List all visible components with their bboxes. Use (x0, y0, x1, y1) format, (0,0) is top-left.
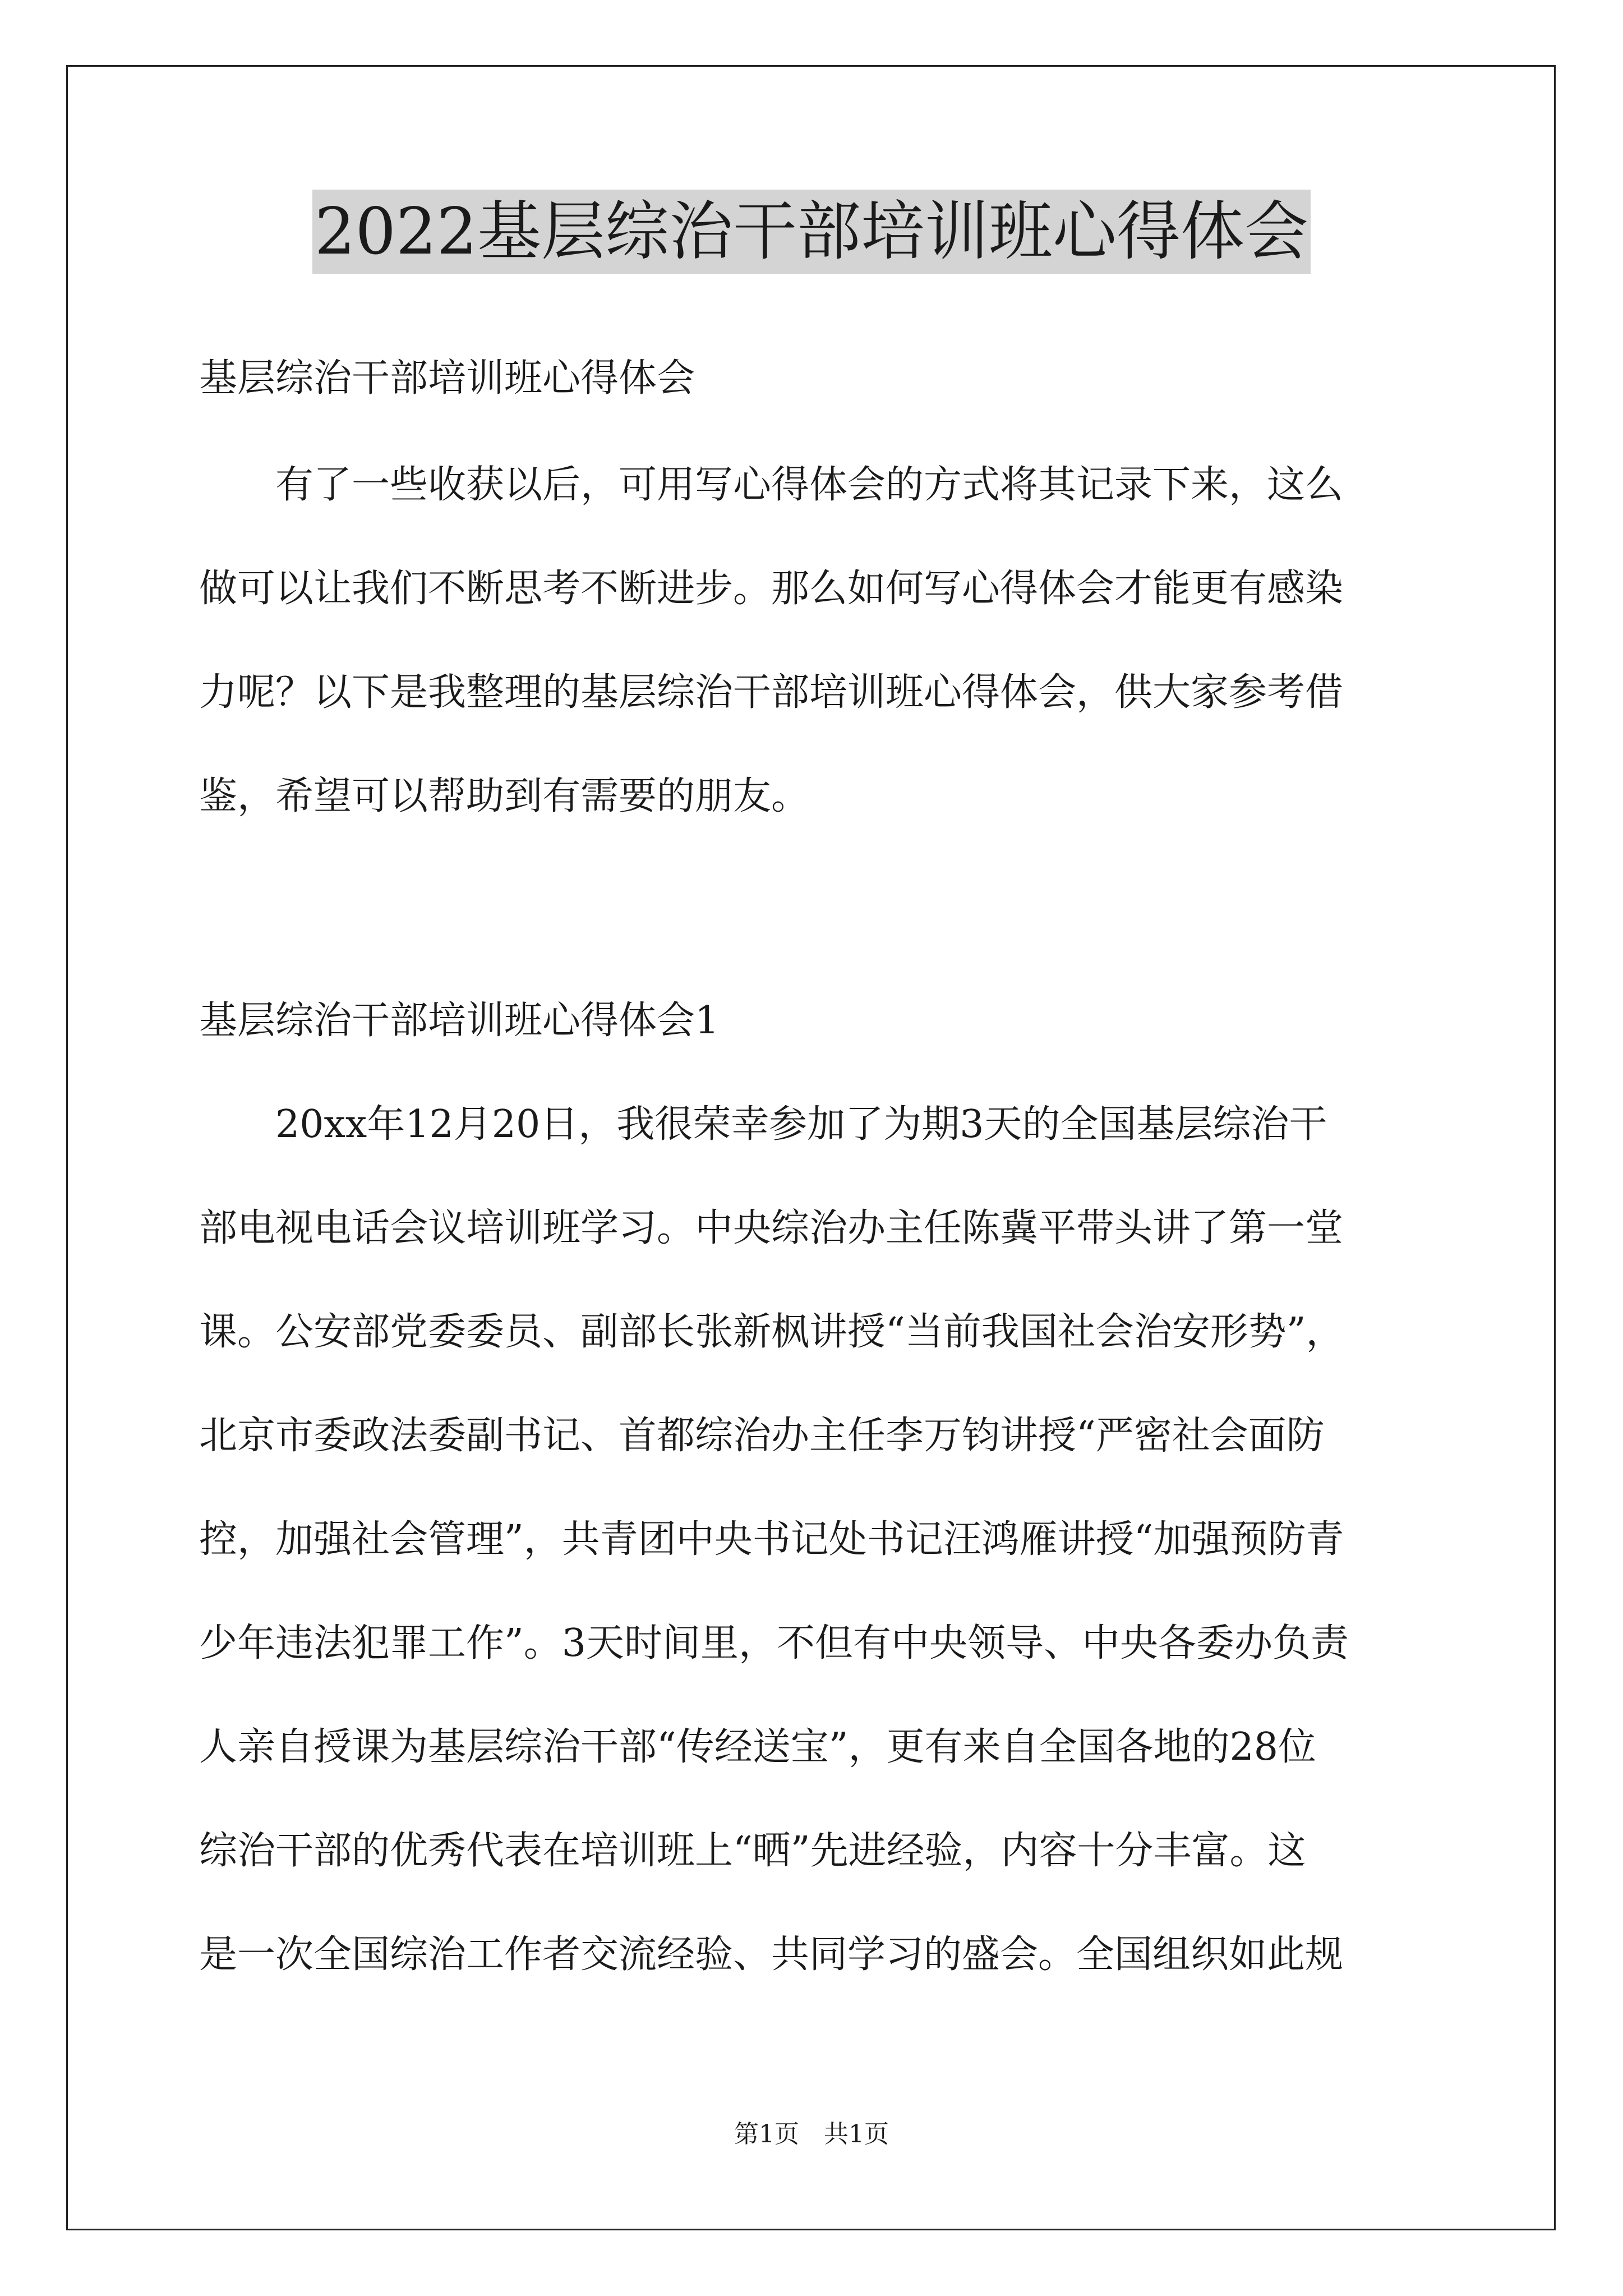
paragraph-line: 部电视电话会议培训班学习。中央综治办主任陈冀平带头讲了第一堂 (199, 1206, 1344, 1250)
paragraph-line: 控，加强社会管理”，共青团中央书记处书记汪鸿雁讲授“加强预防青 (199, 1517, 1344, 1562)
paragraph-line: 做可以让我们不断思考不断进步。那么如何写心得体会才能更有感染 (199, 567, 1344, 611)
paragraph-line: 北京市委政法委副书记、首都综治办主任李万钧讲授“严密社会面防 (199, 1414, 1325, 1458)
paragraph-line: 课。公安部党委委员、副部长张新枫讲授“当前我国社会治安形势”， (199, 1310, 1344, 1354)
paragraph-line: 有了一些收获以后，可用写心得体会的方式将其记录下来，这么 (199, 463, 1344, 507)
title-container (0, 190, 1623, 274)
paragraph-line: 是一次全国综治工作者交流经验、共同学习的盛会。全国组织如此规 (199, 1932, 1344, 1977)
document-subtitle: 基层综治干部培训班心得体会 (199, 356, 695, 401)
paragraph-line: 人亲自授课为基层综治干部“传经送宝”，更有来自全国各地的28位 (199, 1725, 1317, 1769)
paragraph-line: 鉴，希望可以帮助到有需要的朋友。 (199, 774, 810, 818)
paragraph-line: 20xx年12月20日，我很荣幸参加了为期3天的全国基层综治干 (199, 1102, 1327, 1147)
page-footer: 第1页 共1页 (734, 2120, 889, 2148)
paragraph-line: 力呢？以下是我整理的基层综治干部培训班心得体会，供大家参考借 (199, 670, 1344, 715)
section-heading: 基层综治干部培训班心得体会1 (199, 999, 720, 1043)
paragraph-line: 少年违法犯罪工作”。3天时间里，不但有中央领导、中央各委办负责 (199, 1621, 1349, 1665)
paragraph-line: 综治干部的优秀代表在培训班上“晒”先进经验，内容十分丰富。这 (199, 1829, 1306, 1873)
document-title: 2022基层综治干部培训班心得体会 (312, 190, 1311, 274)
